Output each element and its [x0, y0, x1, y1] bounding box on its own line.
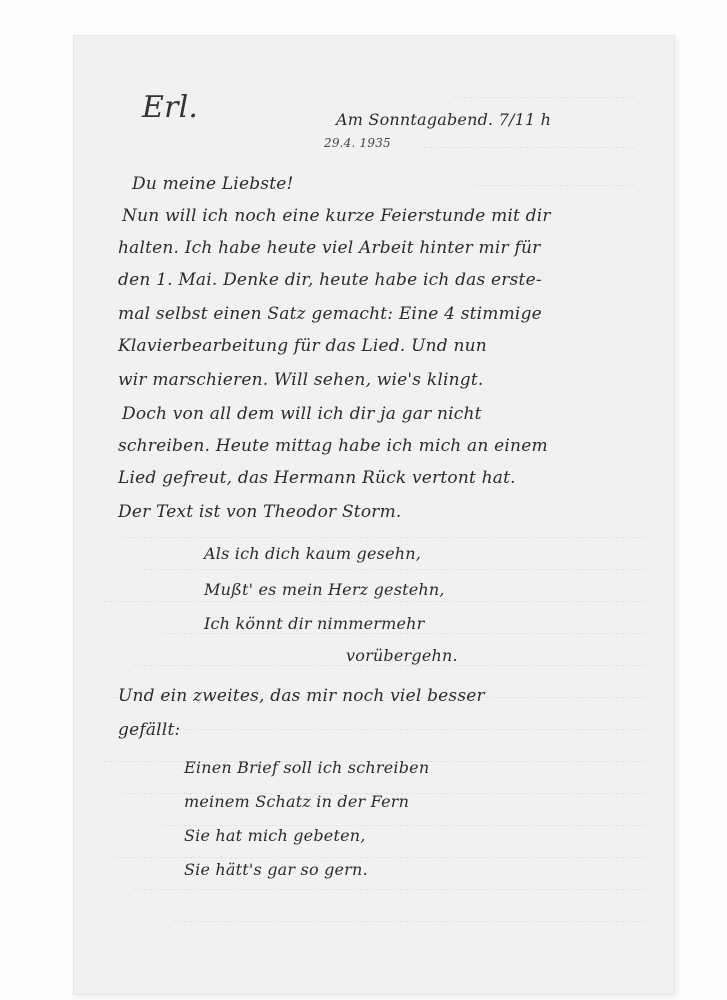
- verse-line: Mußt' es mein Herz gestehn,: [204, 580, 445, 599]
- body-line: Der Text ist von Theodor Storm.: [118, 502, 402, 522]
- body-line: mal selbst einen Satz gemacht: Eine 4 stimmige: [118, 304, 542, 324]
- body-line: halten. Ich habe heute viel Arbeit hinter mir für: [118, 238, 541, 258]
- verse-line: vorübergehn.: [346, 646, 458, 665]
- body-line: Klavierbearbeitung für das Lied. Und nun: [118, 336, 487, 356]
- body-line: gefällt:: [118, 720, 181, 740]
- verse-line: Sie hätt's gar so gern.: [184, 860, 368, 879]
- letter-date: 29.4. 1935: [324, 136, 391, 150]
- body-line: Und ein zweites, das mir noch viel besser: [118, 686, 485, 706]
- body-line: den 1. Mai. Denke dir, heute habe ich das erste-: [118, 270, 542, 290]
- body-line: Nun will ich noch eine kurze Feierstunde mit dir: [122, 206, 551, 226]
- verse-line: meinem Schatz in der Fern: [184, 792, 410, 811]
- letter-sheet: [74, 36, 674, 994]
- letter-heading: Am Sonntagabend. 7/11 h: [336, 110, 552, 129]
- verse-line: Als ich dich kaum gesehn,: [204, 544, 422, 563]
- body-line: Doch von all dem will ich dir ja gar nicht: [122, 404, 482, 424]
- body-line: wir marschieren. Will sehen, wie's klingt.: [118, 370, 484, 390]
- verse-line: Einen Brief soll ich schreiben: [184, 758, 430, 777]
- body-line: schreiben. Heute mittag habe ich mich an einem: [118, 436, 548, 456]
- verse-line: Sie hat mich gebeten,: [184, 826, 366, 845]
- salutation: Du meine Liebste!: [132, 174, 294, 194]
- body-line: Lied gefreut, das Hermann Rück vertont hat.: [118, 468, 516, 488]
- verse-line: Ich könnt dir nimmermehr: [204, 614, 425, 633]
- margin-mark: Erl.: [142, 90, 199, 125]
